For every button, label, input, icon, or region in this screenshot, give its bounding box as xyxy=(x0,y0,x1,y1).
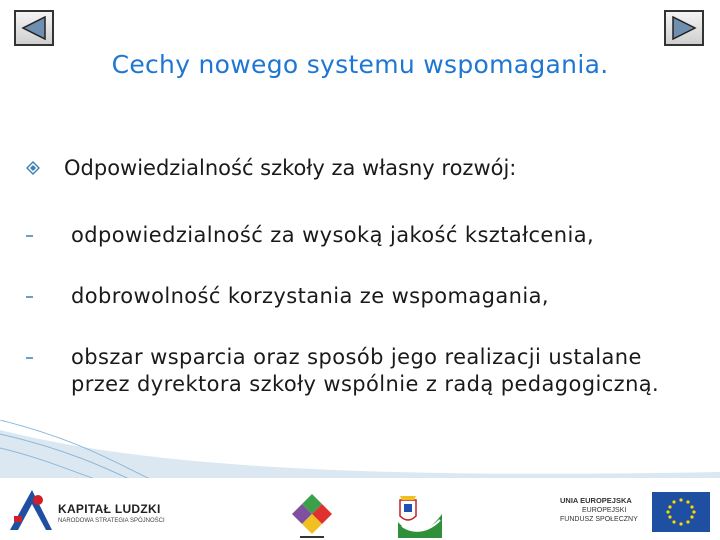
previous-slide-button[interactable] xyxy=(14,10,54,46)
triangle-right-icon xyxy=(669,15,699,41)
kapital-ludzki-icon xyxy=(8,486,54,532)
heading-text: Odpowiedzialność szkoły za własny rozwój: xyxy=(64,156,517,180)
coat-of-arms-logo xyxy=(396,492,444,538)
next-slide-button[interactable] xyxy=(664,10,704,46)
list-item xyxy=(26,283,549,310)
list-item xyxy=(26,344,659,398)
list-item xyxy=(26,222,594,249)
eu-line-2: EUROPEJSKI xyxy=(582,507,627,514)
main-bullet xyxy=(26,156,516,180)
list-item-line: przez dyrektora szkoły wspólnie z radą pedagogiczną. xyxy=(71,372,660,396)
eu-flag-icon xyxy=(652,492,710,532)
eu-text-block xyxy=(560,496,638,524)
list-item-text: odpowiedzialność za wysoką jakość kształcenia, xyxy=(71,223,595,247)
triangle-left-icon xyxy=(19,15,49,41)
list-item-text: dobrowolność korzystania ze wspomagania, xyxy=(71,284,549,308)
kapital-ludzki-text: KAPITAŁ LUDZKI xyxy=(58,502,161,516)
dash-bullet-icon xyxy=(26,357,33,359)
kapital-ludzki-logo xyxy=(8,486,168,532)
dash-bullet-icon xyxy=(26,235,33,237)
footer-logos xyxy=(0,478,720,540)
eu-title: UNIA EUROPEJSKA xyxy=(560,496,632,505)
slide-title: Cechy nowego systemu wspomagania. xyxy=(111,50,609,79)
diamond-bullet-icon xyxy=(26,161,40,175)
dash-bullet-icon xyxy=(26,296,33,298)
list-item-line: obszar wsparcia oraz sposób jego realizacji ustalane xyxy=(71,345,642,369)
colored-diamond-logo xyxy=(290,490,334,540)
eu-line-3: FUNDUSZ SPOŁECZNY xyxy=(560,516,638,523)
list-item-text xyxy=(71,344,659,398)
strategy-text: NARODOWA STRATEGIA SPÓJNOŚCI xyxy=(58,518,165,524)
